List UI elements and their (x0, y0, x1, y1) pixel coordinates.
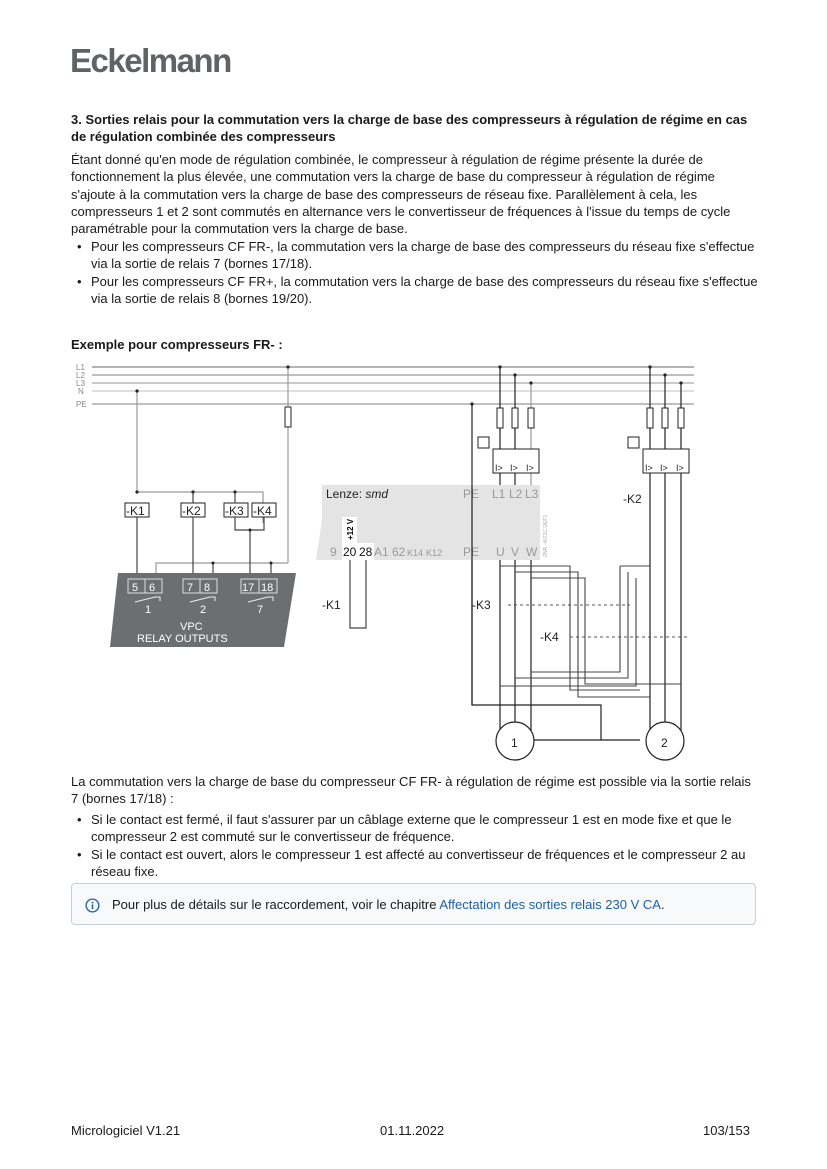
svg-text:18: 18 (261, 582, 274, 594)
footer-date: 01.11.2022 (380, 1123, 445, 1138)
svg-text:9: 9 (330, 545, 337, 559)
bus-lines (92, 367, 694, 404)
svg-text:L3: L3 (76, 379, 85, 388)
svg-text:K12: K12 (426, 548, 443, 558)
wiring-diagram (0, 355, 827, 765)
info-icon (85, 898, 100, 913)
svg-text:VPC: VPC (180, 621, 203, 633)
svg-text:8: 8 (204, 582, 211, 594)
bullet-item: • Pour les compresseurs CF FR-, la commutation vers la charge de base des compresseurs du réseau fixe s'effectue via la sortie de relais 7 (bornes 17/18). (71, 238, 761, 273)
svg-text:L2: L2 (76, 371, 85, 380)
footer-page-number: 103/153 (703, 1123, 750, 1138)
svg-text:5: 5 (132, 582, 139, 594)
svg-text:L2: L2 (509, 487, 523, 501)
svg-text:7: 7 (187, 582, 194, 594)
svg-text:L1: L1 (492, 487, 506, 501)
svg-text:6: 6 (149, 582, 156, 594)
svg-text:1: 1 (511, 736, 518, 750)
svg-text:-K1: -K1 (126, 504, 145, 518)
svg-text:U: U (496, 545, 505, 559)
bus-labels (76, 363, 87, 409)
svg-text:PE: PE (463, 487, 480, 501)
svg-text:2: 2 (200, 604, 207, 616)
svg-text:Lenze: smd: Lenze: smd (326, 487, 389, 501)
example-title: Exemple pour compresseurs FR- : (71, 337, 283, 352)
svg-text:-K3: -K3 (472, 598, 491, 612)
after-bullet-list (71, 811, 761, 880)
info-text: Pour plus de détails sur le raccordement, voir le chapitre Affectation des sorties relais 230 V CA. (112, 897, 665, 912)
svg-text:ZNR.-4072C.DEF1: ZNR.-4072C.DEF1 (543, 514, 549, 557)
intro-bullet-list (71, 238, 761, 307)
bullet-item: • Si le contact est ouvert, alors le compresseur 1 est affecté au convertisseur de fréquences et le compresseur 2 au réseau fixe. (71, 846, 761, 881)
footer-firmware: Micrologiciel V1.21 (71, 1123, 181, 1138)
svg-text:-K4: -K4 (540, 630, 559, 644)
svg-text:I>: I> (510, 463, 518, 473)
svg-text:28: 28 (359, 545, 373, 559)
svg-text:N: N (78, 387, 84, 396)
svg-text:1: 1 (145, 604, 152, 616)
svg-text:L3: L3 (525, 487, 539, 501)
svg-text:V: V (511, 545, 520, 559)
svg-text:A1: A1 (374, 545, 389, 559)
svg-text:I>: I> (495, 463, 503, 473)
svg-text:20: 20 (343, 545, 357, 559)
after-paragraph: La commutation vers la charge de base du compresseur CF FR- à régulation de régime est possible via la sortie relais 7 (bornes 17/18) : (71, 774, 751, 807)
svg-text:I>: I> (645, 463, 653, 473)
svg-text:17: 17 (242, 582, 255, 594)
svg-text:62: 62 (392, 545, 406, 559)
intro-paragraph: Étant donné qu'en mode de régulation combinée, le compresseur à régulation de régime présente la durée de fonctionnement la plus élevée, une commutation vers la charge de base du compresseur à régulation de régime s'ajoute à la commutation vers la charge de base des compresseurs de réseau fixe. Parallèlement à cela, les compresseurs 1 et 2 sont commutés en alternance vers le convertisseur de fréquences à l'issue du temps de cycle paramétrable pour la commutation vers la charge de base. (71, 152, 731, 237)
bullet-item: • Pour les compresseurs CF FR+, la commutation vers la charge de base des compresseurs du réseau fixe s'effectue via la sortie de relais 8 (bornes 19/20). (71, 273, 761, 308)
relay-coils (125, 503, 276, 518)
svg-text:-K1: -K1 (322, 598, 341, 612)
svg-text:2: 2 (661, 736, 668, 750)
eckelmann-logo: Eckelmann (70, 42, 231, 79)
chapter-link[interactable]: Affectation des sorties relais 230 V CA (439, 897, 661, 912)
svg-text:-K2: -K2 (623, 492, 642, 506)
info-note (71, 883, 756, 925)
svg-text:-K4: -K4 (253, 504, 272, 518)
compressor-motor-1 (496, 722, 534, 760)
bullet-item: • Si le contact est fermé, il faut s'assurer par un câblage externe que le compresseur 1 est en mode fixe et que le compresseur 2 est commuté sur le convertisseur de fréquence. (71, 811, 761, 846)
svg-text:PE: PE (463, 545, 480, 559)
svg-text:-K2: -K2 (182, 504, 201, 518)
svg-text:+12 V: +12 V (346, 518, 355, 540)
svg-text:-K3: -K3 (225, 504, 244, 518)
svg-text:7: 7 (257, 604, 264, 616)
svg-text:L1: L1 (76, 363, 85, 372)
svg-text:I>: I> (676, 463, 684, 473)
section-title: 3. Sorties relais pour la commutation vers la charge de base des compresseurs à régulation de régime en cas de régulation combinée des compresseurs (71, 112, 748, 144)
svg-text:I>: I> (660, 463, 668, 473)
svg-text:W: W (526, 545, 538, 559)
svg-text:PE: PE (76, 400, 87, 409)
svg-text:RELAY OUTPUTS: RELAY OUTPUTS (137, 633, 228, 645)
compressor-motor-2 (646, 722, 684, 760)
svg-text:I>: I> (526, 463, 534, 473)
svg-text:K14: K14 (407, 548, 424, 558)
